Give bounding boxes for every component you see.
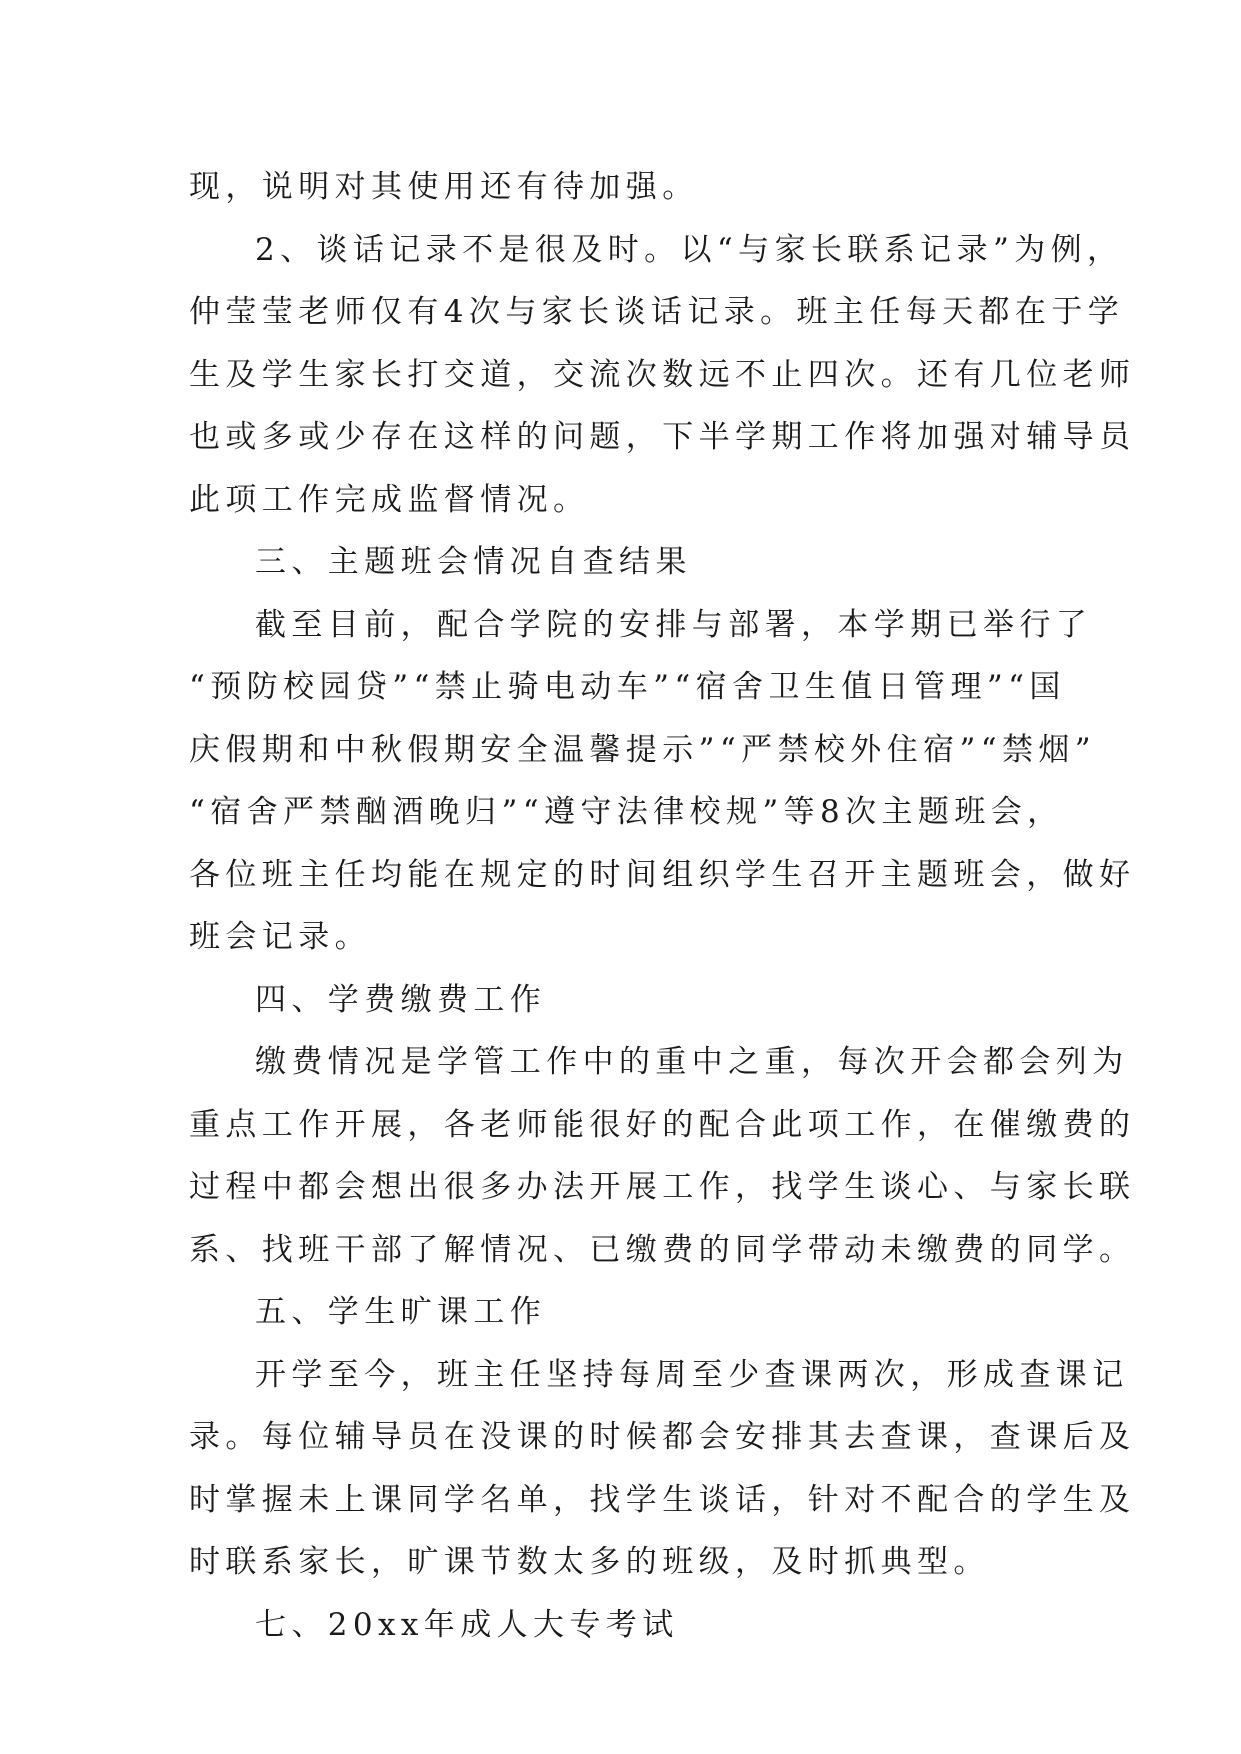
text-line: 缴费情况是学管工作中的重中之重，每次开会都会列为 xyxy=(255,1044,1129,1080)
text-line: 时联系家长，旷课节数太多的班级，及时抓典型。 xyxy=(189,1544,990,1580)
text-line: 也或多或少存在这样的问题，下半学期工作将加强对辅导员 xyxy=(189,419,1136,455)
document-body xyxy=(189,156,1136,1656)
section-heading: 七、20xx年成人大专考试 xyxy=(255,1606,679,1643)
section-heading: 五、学生旷课工作 xyxy=(255,1294,547,1330)
text-line: 系、找班干部了解情况、已缴费的同学带动未缴费的同学。 xyxy=(189,1231,1136,1268)
text-line: 过程中都会想出很多办法开展工作，找学生谈心、与家长联 xyxy=(189,1169,1136,1205)
text-line: 现，说明对其使用还有待加强。 xyxy=(189,169,699,205)
text-line: 时掌握未上课同学名单，找学生谈话，针对不配合的学生及 xyxy=(189,1481,1136,1518)
section-heading: 三、主题班会情况自查结果 xyxy=(255,544,692,580)
text-line: “宿舍严禁酗酒晚归”“遵守法律校规”等8次主题班会， xyxy=(189,794,1064,830)
text-line: 生及学生家长打交道，交流次数远不止四次。还有几位老师 xyxy=(189,356,1136,393)
text-line: “预防校园贷”“禁止骑电动车”“宿舍卫生值日管理”“国 xyxy=(189,669,1066,705)
text-line: 重点工作开展，各老师能很好的配合此项工作，在催缴费的 xyxy=(189,1106,1136,1143)
text-line: 庆假期和中秋假期安全温馨提示”“严禁校外住宿”“禁烟” xyxy=(189,731,1097,768)
text-line: 2、谈话记录不是很及时。以“与家长联系记录”为例， xyxy=(255,231,1124,268)
text-line: 开学至今，班主任坚持每周至少查课两次，形成查课记 xyxy=(255,1356,1129,1393)
text-line: 录。每位辅导员在没课的时候都会安排其去查课，查课后及 xyxy=(189,1419,1136,1455)
text-line: 各位班主任均能在规定的时间组织学生召开主题班会，做好 xyxy=(189,856,1136,893)
text-line: 仲莹莹老师仅有4次与家长谈话记录。班主任每天都在于学 xyxy=(189,294,1125,330)
text-line: 此项工作完成监督情况。 xyxy=(189,481,590,518)
text-line: 截至目前，配合学院的安排与部署，本学期已举行了 xyxy=(255,606,1093,643)
text-line: 班会记录。 xyxy=(189,919,371,955)
section-heading: 四、学费缴费工作 xyxy=(255,981,547,1018)
